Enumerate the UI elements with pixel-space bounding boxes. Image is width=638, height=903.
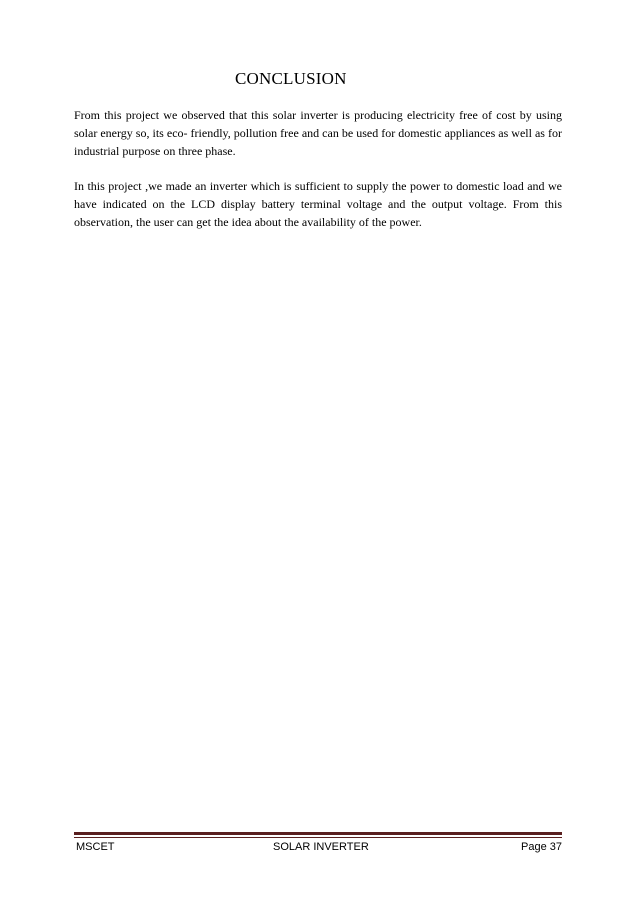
footer-left-text: MSCET	[76, 841, 115, 853]
footer-divider-thick	[74, 832, 562, 835]
paragraph-1: From this project we observed that this solar inverter is producing electricity free of cost by using solar energy so, its eco- friendly, pollution free and can be used for domestic appliances as well as for industrial purpose on three phase.	[74, 108, 562, 158]
page-title: CONCLUSION	[235, 69, 347, 88]
footer-page-number: Page 37	[521, 841, 562, 853]
paragraph-2: In this project ,we made an inverter which is sufficient to supply the power to domestic load and we have indicated on the LCD display battery terminal voltage and the output voltage. From this observation, the user can get the idea about the availability of the power.	[74, 179, 562, 229]
footer-divider-thin	[74, 837, 562, 838]
footer-center-text: SOLAR INVERTER	[273, 841, 369, 853]
